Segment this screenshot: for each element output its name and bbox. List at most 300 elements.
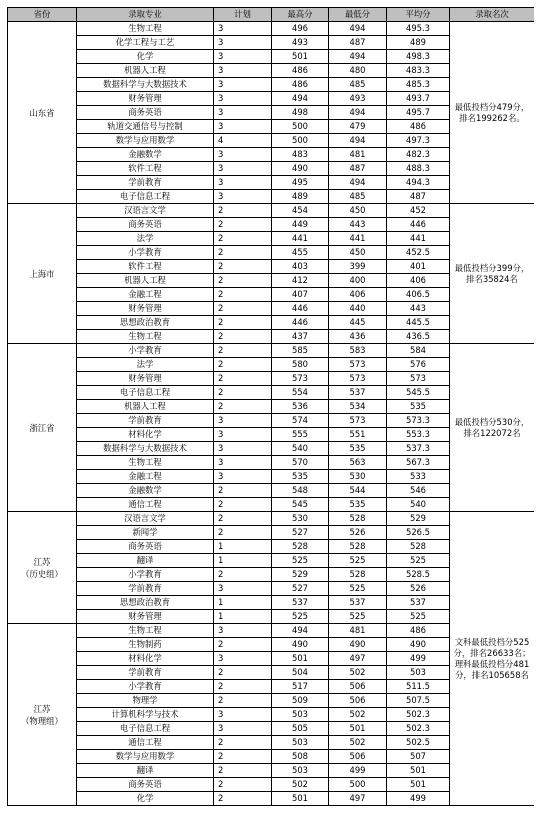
cell-major: 金融工程 [77,470,214,484]
cell-plan: 3 [214,22,272,36]
cell-max-score: 573 [272,372,329,386]
province-name: 浙江省 [29,422,55,433]
cell-avg-score: 573.3 [387,414,450,428]
cell-avg-score: 499 [387,792,450,806]
cell-max-score: 501 [272,50,329,64]
header-avg-score: 平均分 [387,8,450,22]
cell-plan: 3 [214,92,272,106]
cell-major: 思想政治教育 [77,596,214,610]
cell-min-score: 506 [329,694,387,708]
cell-max-score: 540 [272,442,329,456]
cell-avg-score: 406.5 [387,288,450,302]
cell-min-score: 528 [329,540,387,554]
cell-min-score: 502 [329,666,387,680]
cell-plan: 2 [214,764,272,778]
cell-major: 生物工程 [77,456,214,470]
cell-min-score: 530 [329,470,387,484]
cell-max-score: 545 [272,498,329,512]
cell-avg-score: 495.3 [387,22,450,36]
cell-plan: 3 [214,442,272,456]
cell-major: 学前教育 [77,414,214,428]
cell-plan: 2 [214,484,272,498]
cell-major: 财务管理 [77,372,214,386]
cell-avg-score: 526.5 [387,526,450,540]
cell-major: 计算机科学与技术 [77,708,214,722]
cell-avg-score: 494.3 [387,176,450,190]
cell-min-score: 502 [329,708,387,722]
cell-avg-score: 584 [387,344,450,358]
cell-min-score: 563 [329,456,387,470]
cell-avg-score: 495.7 [387,106,450,120]
cell-max-score: 441 [272,232,329,246]
cell-major: 通信工程 [77,498,214,512]
cell-plan: 2 [214,400,272,414]
cell-avg-score: 489 [387,36,450,50]
cell-plan: 2 [214,694,272,708]
cell-avg-score: 452 [387,204,450,218]
cell-min-score: 497 [329,792,387,806]
cell-major: 生物制药 [77,638,214,652]
cell-major: 小学教育 [77,568,214,582]
table-container [7,7,534,812]
cell-major: 软件工程 [77,260,214,274]
cell-max-score: 403 [272,260,329,274]
header-major: 录取专业 [77,8,214,22]
cell-avg-score: 502.3 [387,708,450,722]
cell-plan: 3 [214,582,272,596]
province-cell [8,22,77,204]
cell-avg-score: 401 [387,260,450,274]
cell-avg-score: 486 [387,624,450,638]
cell-avg-score: 482.3 [387,148,450,162]
cell-min-score: 399 [329,260,387,274]
cell-min-score: 436 [329,330,387,344]
rank-note: 最低投档分530分，排名122072名 [450,344,535,512]
cell-max-score: 503 [272,708,329,722]
province-name: 江苏 [33,556,51,567]
cell-min-score: 583 [329,344,387,358]
cell-max-score: 494 [272,92,329,106]
cell-avg-score: 493.7 [387,92,450,106]
cell-avg-score: 537.3 [387,442,450,456]
cell-min-score: 537 [329,596,387,610]
cell-major: 材料化学 [77,428,214,442]
cell-plan: 3 [214,106,272,120]
cell-plan: 2 [214,302,272,316]
cell-min-score: 481 [329,148,387,162]
cell-plan: 2 [214,736,272,750]
cell-min-score: 525 [329,554,387,568]
table-row [8,22,535,36]
cell-min-score: 450 [329,204,387,218]
cell-plan: 3 [214,64,272,78]
province-name: 江苏 [33,703,51,714]
cell-avg-score: 528 [387,540,450,554]
cell-major: 学前教育 [77,666,214,680]
cell-major: 学前教育 [77,176,214,190]
cell-max-score: 494 [272,624,329,638]
cell-max-score: 508 [272,750,329,764]
cell-min-score: 528 [329,568,387,582]
cell-major: 新闻学 [77,526,214,540]
cell-major: 商务英语 [77,778,214,792]
header-row [8,8,535,22]
cell-major: 电子信息工程 [77,386,214,400]
cell-major: 商务英语 [77,540,214,554]
cell-major: 商务英语 [77,218,214,232]
cell-major: 金融数学 [77,148,214,162]
cell-min-score: 506 [329,750,387,764]
cell-major: 电子信息工程 [77,190,214,204]
cell-major: 法学 [77,232,214,246]
cell-max-score: 502 [272,778,329,792]
header-rank: 录取名次 [450,8,535,22]
cell-major: 翻译 [77,554,214,568]
cell-min-score: 535 [329,498,387,512]
cell-major: 轨道交通信号与控制 [77,120,214,134]
cell-min-score: 526 [329,526,387,540]
cell-max-score: 528 [272,540,329,554]
cell-major: 物理学 [77,694,214,708]
cell-avg-score: 533 [387,470,450,484]
cell-major: 商务英语 [77,106,214,120]
admission-scores-table [7,7,534,806]
cell-major: 数学与应用数学 [77,750,214,764]
cell-max-score: 446 [272,316,329,330]
cell-major: 电子信息工程 [77,722,214,736]
cell-min-score: 544 [329,484,387,498]
cell-plan: 2 [214,386,272,400]
cell-plan: 3 [214,652,272,666]
cell-max-score: 500 [272,134,329,148]
cell-max-score: 490 [272,638,329,652]
cell-plan: 3 [214,120,272,134]
cell-max-score: 449 [272,218,329,232]
cell-avg-score: 525 [387,554,450,568]
cell-max-score: 490 [272,162,329,176]
cell-avg-score: 501 [387,764,450,778]
cell-min-score: 573 [329,372,387,386]
cell-avg-score: 528.5 [387,568,450,582]
table-body [8,22,535,806]
cell-avg-score: 487 [387,190,450,204]
province-cell [8,204,77,344]
cell-avg-score: 503 [387,666,450,680]
cell-major: 学前教育 [77,582,214,596]
cell-major: 数据科学与大数据技术 [77,442,214,456]
province-name: 山东省 [29,107,55,118]
header-plan: 计划 [214,8,272,22]
cell-min-score: 443 [329,218,387,232]
cell-plan: 3 [214,148,272,162]
cell-plan: 2 [214,274,272,288]
table-row [8,204,535,218]
province-name: 上海市 [29,268,55,279]
cell-plan: 2 [214,204,272,218]
rank-note: 最低投档分479分，排名199262名。 [450,22,535,204]
cell-max-score: 574 [272,414,329,428]
cell-max-score: 500 [272,120,329,134]
cell-avg-score: 499 [387,652,450,666]
cell-min-score: 485 [329,78,387,92]
cell-plan: 2 [214,344,272,358]
cell-major: 思想政治教育 [77,316,214,330]
cell-major: 软件工程 [77,162,214,176]
province-cell [8,624,77,806]
province-name: （历史组） [21,568,63,579]
cell-plan: 2 [214,512,272,526]
cell-major: 机器人工程 [77,64,214,78]
cell-major: 数学与应用数学 [77,134,214,148]
cell-avg-score: 446 [387,218,450,232]
cell-major: 机器人工程 [77,274,214,288]
cell-min-score: 573 [329,358,387,372]
cell-major: 金融工程 [77,288,214,302]
cell-min-score: 487 [329,36,387,50]
province-name: （物理组） [21,715,63,726]
cell-plan: 3 [214,456,272,470]
header-province: 省份 [8,8,77,22]
cell-avg-score: 445.5 [387,316,450,330]
rank-note-jiangsu: 文科最低投档分525分，排名26633名；理科最低投档分481分，排名105658名 [450,512,535,806]
cell-max-score: 548 [272,484,329,498]
cell-min-score: 445 [329,316,387,330]
cell-max-score: 503 [272,736,329,750]
cell-major: 数据科学与大数据技术 [77,78,214,92]
cell-plan: 3 [214,428,272,442]
cell-major: 小学教育 [77,344,214,358]
cell-plan: 2 [214,246,272,260]
cell-max-score: 570 [272,456,329,470]
cell-min-score: 450 [329,246,387,260]
cell-max-score: 412 [272,274,329,288]
cell-plan: 3 [214,470,272,484]
cell-plan: 2 [214,330,272,344]
cell-max-score: 496 [272,22,329,36]
cell-major: 生物工程 [77,330,214,344]
cell-min-score: 493 [329,92,387,106]
cell-plan: 2 [214,568,272,582]
cell-avg-score: 567.3 [387,456,450,470]
cell-plan: 1 [214,596,272,610]
cell-avg-score: 452.5 [387,246,450,260]
cell-max-score: 527 [272,582,329,596]
cell-max-score: 529 [272,568,329,582]
cell-major: 汉语言文学 [77,512,214,526]
cell-avg-score: 507 [387,750,450,764]
cell-plan: 3 [214,50,272,64]
cell-min-score: 479 [329,120,387,134]
cell-plan: 3 [214,722,272,736]
cell-max-score: 455 [272,246,329,260]
cell-plan: 2 [214,498,272,512]
cell-min-score: 499 [329,764,387,778]
table-row [8,344,535,358]
cell-avg-score: 443 [387,302,450,316]
cell-avg-score: 436.5 [387,330,450,344]
cell-min-score: 534 [329,400,387,414]
cell-plan: 2 [214,372,272,386]
cell-plan: 2 [214,792,272,806]
cell-max-score: 493 [272,36,329,50]
cell-major: 金融数学 [77,484,214,498]
cell-avg-score: 502.3 [387,722,450,736]
cell-max-score: 530 [272,512,329,526]
cell-max-score: 585 [272,344,329,358]
cell-min-score: 494 [329,50,387,64]
cell-plan: 2 [214,778,272,792]
cell-min-score: 551 [329,428,387,442]
cell-min-score: 494 [329,134,387,148]
cell-plan: 3 [214,624,272,638]
cell-min-score: 494 [329,22,387,36]
cell-avg-score: 553.3 [387,428,450,442]
cell-max-score: 446 [272,302,329,316]
cell-avg-score: 406 [387,274,450,288]
cell-max-score: 486 [272,78,329,92]
cell-min-score: 480 [329,64,387,78]
cell-min-score: 441 [329,232,387,246]
cell-plan: 2 [214,666,272,680]
cell-min-score: 537 [329,386,387,400]
cell-avg-score: 576 [387,358,450,372]
cell-plan: 3 [214,414,272,428]
cell-plan: 3 [214,708,272,722]
cell-major: 小学教育 [77,680,214,694]
cell-plan: 2 [214,358,272,372]
cell-max-score: 489 [272,190,329,204]
cell-max-score: 554 [272,386,329,400]
cell-max-score: 483 [272,148,329,162]
cell-plan: 1 [214,610,272,624]
cell-major: 化学 [77,50,214,64]
cell-major: 机器人工程 [77,400,214,414]
rank-note: 最低投档分399分，排名35824名 [450,204,535,344]
cell-min-score: 497 [329,652,387,666]
cell-plan: 3 [214,78,272,92]
cell-major: 翻译 [77,764,214,778]
cell-major: 财务管理 [77,92,214,106]
province-cell [8,512,77,624]
cell-max-score: 525 [272,554,329,568]
cell-min-score: 487 [329,162,387,176]
cell-major: 生物工程 [77,624,214,638]
cell-max-score: 495 [272,176,329,190]
cell-major: 通信工程 [77,736,214,750]
cell-max-score: 504 [272,666,329,680]
cell-plan: 3 [214,176,272,190]
cell-max-score: 527 [272,526,329,540]
cell-max-score: 437 [272,330,329,344]
cell-min-score: 535 [329,442,387,456]
cell-max-score: 536 [272,400,329,414]
cell-max-score: 505 [272,722,329,736]
cell-avg-score: 545.5 [387,386,450,400]
cell-avg-score: 573 [387,372,450,386]
cell-avg-score: 546 [387,484,450,498]
cell-plan: 3 [214,162,272,176]
cell-avg-score: 485.3 [387,78,450,92]
cell-avg-score: 483.3 [387,64,450,78]
cell-avg-score: 486 [387,120,450,134]
cell-max-score: 535 [272,470,329,484]
cell-plan: 3 [214,190,272,204]
cell-major: 法学 [77,358,214,372]
cell-major: 财务管理 [77,302,214,316]
cell-min-score: 573 [329,414,387,428]
cell-avg-score: 507.5 [387,694,450,708]
cell-min-score: 528 [329,512,387,526]
cell-min-score: 502 [329,736,387,750]
cell-plan: 2 [214,218,272,232]
cell-max-score: 501 [272,652,329,666]
cell-max-score: 517 [272,680,329,694]
cell-avg-score: 537 [387,596,450,610]
cell-avg-score: 502.5 [387,736,450,750]
cell-plan: 3 [214,36,272,50]
cell-avg-score: 498.3 [387,50,450,64]
cell-major: 化学 [77,792,214,806]
cell-max-score: 486 [272,64,329,78]
cell-min-score: 501 [329,722,387,736]
cell-plan: 4 [214,134,272,148]
cell-avg-score: 501 [387,778,450,792]
cell-avg-score: 540 [387,498,450,512]
cell-avg-score: 535 [387,400,450,414]
province-cell [8,344,77,512]
cell-max-score: 537 [272,596,329,610]
cell-plan: 1 [214,554,272,568]
cell-plan: 2 [214,638,272,652]
cell-min-score: 506 [329,680,387,694]
cell-major: 财务管理 [77,610,214,624]
header-min-score: 最低分 [329,8,387,22]
cell-max-score: 509 [272,694,329,708]
cell-plan: 1 [214,540,272,554]
cell-max-score: 501 [272,792,329,806]
cell-plan: 2 [214,316,272,330]
cell-plan: 2 [214,750,272,764]
cell-min-score: 525 [329,610,387,624]
cell-major: 小学教育 [77,246,214,260]
cell-min-score: 400 [329,274,387,288]
cell-avg-score: 526 [387,582,450,596]
cell-min-score: 485 [329,190,387,204]
cell-max-score: 580 [272,358,329,372]
cell-min-score: 440 [329,302,387,316]
cell-max-score: 454 [272,204,329,218]
table-row [8,512,535,526]
cell-max-score: 498 [272,106,329,120]
cell-major: 生物工程 [77,22,214,36]
cell-max-score: 525 [272,610,329,624]
cell-plan: 2 [214,526,272,540]
cell-major: 材料化学 [77,652,214,666]
cell-max-score: 503 [272,764,329,778]
cell-min-score: 406 [329,288,387,302]
cell-avg-score: 490 [387,638,450,652]
cell-avg-score: 488.3 [387,162,450,176]
cell-plan: 2 [214,232,272,246]
cell-min-score: 494 [329,176,387,190]
cell-plan: 2 [214,288,272,302]
cell-min-score: 494 [329,106,387,120]
cell-major: 化学工程与工艺 [77,36,214,50]
cell-max-score: 407 [272,288,329,302]
cell-min-score: 525 [329,582,387,596]
cell-max-score: 555 [272,428,329,442]
cell-avg-score: 511.5 [387,680,450,694]
